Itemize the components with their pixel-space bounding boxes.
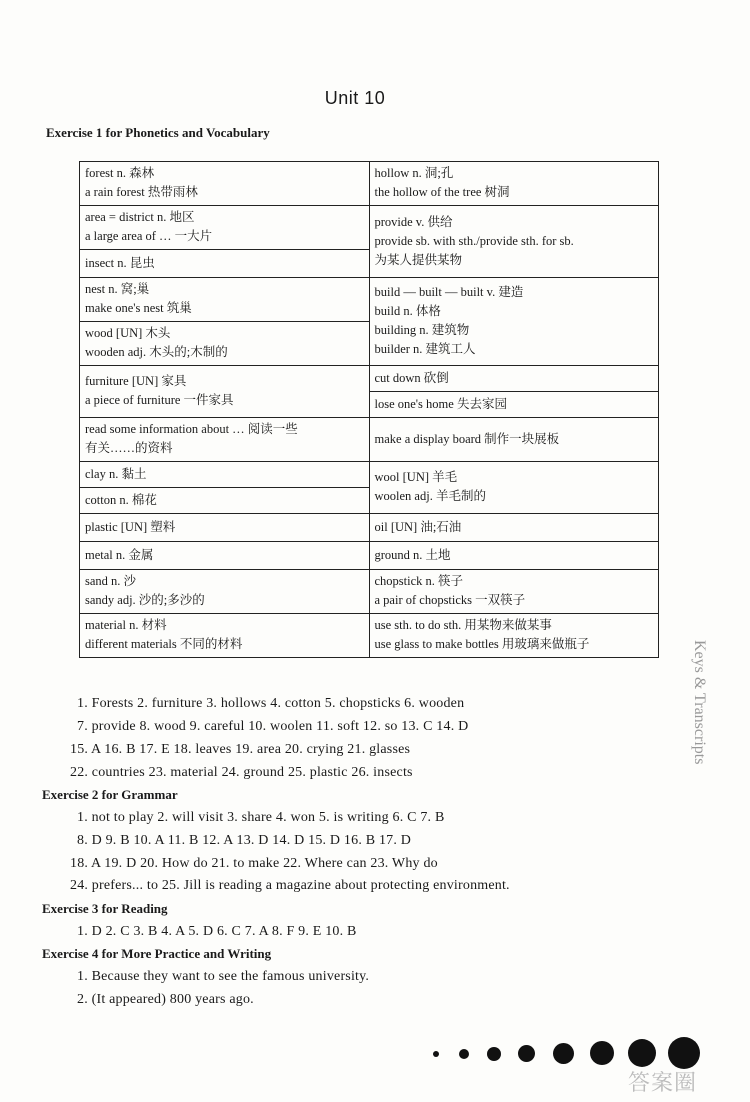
answer-line: 1. Because they want to see the famous university. (77, 969, 370, 984)
page-dot-decoration (668, 1037, 700, 1069)
vocab-cell: furniture [UN] 家具 a piece of furniture 一件家具 (80, 366, 370, 418)
vocab-cell: ground n. 土地 (369, 542, 659, 570)
vocab-cell: metal n. 金属 (80, 542, 370, 570)
vocab-cell: sand n. 沙 sandy adj. 沙的;多沙的 (80, 570, 370, 614)
vocab-cell: area = district n. 地区 a large area of … 一大片 (80, 206, 370, 250)
section-heading-ex4: Exercise 4 for More Practice and Writing (42, 946, 272, 961)
answer-line: 2. (It appeared) 800 years ago. (77, 992, 254, 1007)
page-dot-decoration (433, 1051, 439, 1057)
vocab-cell: wood [UN] 木头 wooden adj. 木头的;木制的 (80, 322, 370, 366)
answer-line: 1. D 2. C 3. B 4. A 5. D 6. C 7. A 8. F 9. E 10. B (77, 924, 357, 939)
vocab-cell: chopstick n. 筷子 a pair of chopsticks 一双筷子 (369, 570, 659, 614)
vocabulary-table (79, 161, 659, 658)
answer-line: 1. Forests 2. furniture 3. hollows 4. cotton 5. chopsticks 6. wooden (77, 696, 465, 711)
answer-line: 22. countries 23. material 24. ground 25. plastic 26. insects (70, 765, 413, 780)
page-dot-decoration (628, 1039, 656, 1067)
page-dot-decoration (459, 1049, 469, 1059)
vocab-cell: forest n. 森林 a rain forest 热带雨林 (80, 162, 370, 206)
vocab-cell: wool [UN] 羊毛 woolen adj. 羊毛制的 (369, 462, 659, 514)
page-dot-decoration (518, 1045, 535, 1062)
vocab-cell: cotton n. 棉花 (80, 488, 370, 514)
page-title: Unit 10 (324, 88, 386, 108)
answer-line: 18. A 19. D 20. How do 21. to make 22. Where can 23. Why do (70, 856, 438, 871)
vocab-cell: lose one's home 失去家园 (369, 392, 659, 418)
vocab-cell: build — built — built v. 建造 build n. 体格 building n. 建筑物 builder n. 建筑工人 (369, 278, 659, 366)
vocab-cell: material n. 材料 different materials 不同的材料 (80, 614, 370, 658)
page-dot-decoration (553, 1043, 574, 1064)
vocab-cell: cut down 砍倒 (369, 366, 659, 392)
vocab-cell: oil [UN] 油;石油 (369, 514, 659, 542)
answer-line: 15. A 16. B 17. E 18. leaves 19. area 20. crying 21. glasses (70, 742, 411, 757)
watermark-logo: 答案圈 (628, 1070, 698, 1095)
vocab-cell: provide v. 供给 provide sb. with sth./provide sth. for sb. 为某人提供某物 (369, 206, 659, 278)
answer-line: 7. provide 8. wood 9. careful 10. woolen 11. soft 12. so 13. C 14. D (77, 719, 469, 734)
section-heading-ex1: Exercise 1 for Phonetics and Vocabulary (46, 125, 270, 140)
answer-line: 8. D 9. B 10. A 11. B 12. A 13. D 14. D 15. D 16. B 17. D (77, 833, 412, 848)
answer-line: 24. prefers... to 25. Jill is reading a magazine about protecting environment. (70, 878, 510, 893)
vocab-cell: nest n. 窝;巢 make one's nest 筑巢 (80, 278, 370, 322)
page-dot-decoration (487, 1047, 501, 1061)
vocab-cell: read some information about … 阅读一些 有关……的资料 (80, 418, 370, 462)
vocab-cell: use sth. to do sth. 用某物来做某事 use glass to make bottles 用玻璃来做瓶子 (369, 614, 659, 658)
section-heading-ex2: Exercise 2 for Grammar (42, 787, 178, 802)
vocab-cell: plastic [UN] 塑料 (80, 514, 370, 542)
vocab-cell: clay n. 黏土 (80, 462, 370, 488)
vocab-cell: make a display board 制作一块展板 (369, 418, 659, 462)
section-heading-ex3: Exercise 3 for Reading (42, 901, 168, 916)
vocab-cell: hollow n. 洞;孔 the hollow of the tree 树洞 (369, 162, 659, 206)
vocab-cell: insect n. 昆虫 (80, 250, 370, 278)
answer-line: 1. not to play 2. will visit 3. share 4. won 5. is writing 6. C 7. B (77, 810, 445, 825)
page-dot-decoration (590, 1041, 614, 1065)
side-running-title: Keys & Transcripts (691, 640, 708, 765)
